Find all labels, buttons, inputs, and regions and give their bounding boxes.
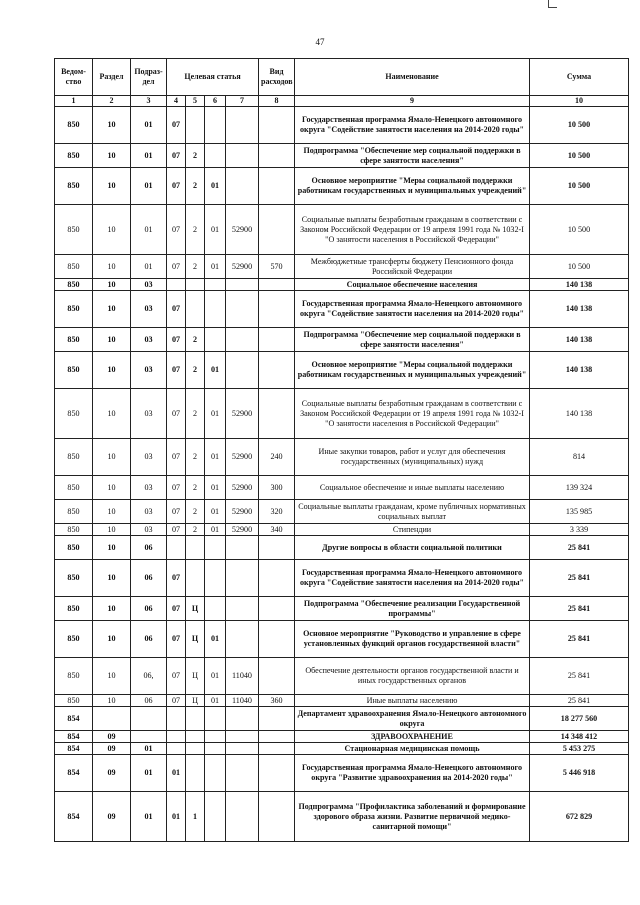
cell-vid-rashodov [259, 328, 295, 352]
cell-podrazdel: 03 [131, 352, 167, 389]
header-podrazdel: Подраз-дел [131, 59, 167, 96]
cell-summa: 140 138 [530, 328, 629, 352]
table-row [55, 255, 629, 279]
cell-summa: 10 500 [530, 144, 629, 168]
cell-podrazdel: 01 [131, 107, 167, 144]
table-row [55, 107, 629, 144]
cell-target-4 [226, 107, 259, 144]
cell-podrazdel: 03 [131, 279, 167, 291]
cell-summa: 25 841 [530, 621, 629, 658]
cell-vedomstvo: 850 [55, 524, 93, 536]
cell-razdel: 09 [93, 731, 131, 743]
cell-target-2 [186, 731, 205, 743]
cell-podrazdel: 01 [131, 144, 167, 168]
cell-vid-rashodov [259, 731, 295, 743]
cell-naimenovanie: Другие вопросы в области социальной политики [295, 536, 530, 560]
cell-podrazdel: 01 [131, 168, 167, 205]
cell-vedomstvo: 854 [55, 707, 93, 731]
cell-podrazdel: 01 [131, 205, 167, 255]
column-number: 3 [131, 96, 167, 107]
budget-table [54, 58, 629, 842]
cell-vedomstvo: 850 [55, 500, 93, 524]
cell-target-2: 2 [186, 389, 205, 439]
cell-naimenovanie: Иные закупки товаров, работ и услуг для обеспечения государственных (муниципальных) нужд [295, 439, 530, 476]
cell-target-1 [167, 731, 186, 743]
table-row [55, 168, 629, 205]
cell-naimenovanie: Подпрограмма "Обеспечение мер социальной поддержки в сфере занятости населения" [295, 144, 530, 168]
cell-summa: 10 500 [530, 255, 629, 279]
cell-vedomstvo: 850 [55, 536, 93, 560]
cell-target-2: Ц [186, 621, 205, 658]
cell-target-1: 07 [167, 144, 186, 168]
cell-razdel: 10 [93, 524, 131, 536]
cell-naimenovanie: Государственная программа Ямало-Ненецкого автономного округа "Содействие занятости населения на 2014-2020 годы" [295, 291, 530, 328]
cell-target-1 [167, 279, 186, 291]
cell-target-1: 07 [167, 205, 186, 255]
cell-target-2 [186, 279, 205, 291]
cell-target-1: 07 [167, 500, 186, 524]
cell-podrazdel: 03 [131, 291, 167, 328]
cell-target-1: 07 [167, 476, 186, 500]
cell-podrazdel: 03 [131, 328, 167, 352]
cell-naimenovanie: Основное мероприятие "Меры социальной поддержки работникам государственных и муниципальных учреждений" [295, 352, 530, 389]
cell-podrazdel: 06 [131, 695, 167, 707]
cell-vid-rashodov [259, 144, 295, 168]
cell-summa: 10 500 [530, 205, 629, 255]
cell-target-4: 52900 [226, 205, 259, 255]
cell-target-3: 01 [205, 389, 226, 439]
cell-target-4: 11040 [226, 658, 259, 695]
header-razdel: Раздел [93, 59, 131, 96]
cell-target-4 [226, 352, 259, 389]
cell-target-4 [226, 279, 259, 291]
cell-target-1: 07 [167, 439, 186, 476]
table-row [55, 352, 629, 389]
cell-target-2: 2 [186, 144, 205, 168]
cell-target-3: 01 [205, 255, 226, 279]
cell-vedomstvo: 850 [55, 352, 93, 389]
column-number: 8 [259, 96, 295, 107]
page-number: 47 [315, 37, 325, 47]
table-row [55, 279, 629, 291]
column-number: 9 [295, 96, 530, 107]
cell-podrazdel: 01 [131, 755, 167, 792]
cell-summa: 5 446 918 [530, 755, 629, 792]
cell-vid-rashodov: 320 [259, 500, 295, 524]
cell-razdel: 10 [93, 328, 131, 352]
cell-target-2 [186, 291, 205, 328]
cell-vid-rashodov: 300 [259, 476, 295, 500]
table-row [55, 695, 629, 707]
cell-vid-rashodov [259, 597, 295, 621]
cell-vedomstvo: 850 [55, 205, 93, 255]
cell-vid-rashodov [259, 389, 295, 439]
cell-naimenovanie: Основное мероприятие "Меры социальной поддержки работникам государственных и муниципальных учреждений" [295, 168, 530, 205]
cell-target-1 [167, 536, 186, 560]
cell-podrazdel: 03 [131, 524, 167, 536]
cell-vid-rashodov [259, 755, 295, 792]
cell-razdel: 10 [93, 255, 131, 279]
cell-vid-rashodov [259, 707, 295, 731]
table-row [55, 500, 629, 524]
cell-target-3: 01 [205, 524, 226, 536]
header-vid-rashodov: Вид расходов [259, 59, 295, 96]
cell-vedomstvo: 850 [55, 279, 93, 291]
cell-vedomstvo: 850 [55, 168, 93, 205]
cell-target-4 [226, 168, 259, 205]
cell-podrazdel: 01 [131, 743, 167, 755]
cell-target-1: 07 [167, 597, 186, 621]
header-vedomstvo: Ведом-ство [55, 59, 93, 96]
table-row [55, 476, 629, 500]
cell-target-3: 01 [205, 695, 226, 707]
cell-summa: 672 829 [530, 792, 629, 842]
cell-razdel: 10 [93, 389, 131, 439]
cell-summa: 140 138 [530, 279, 629, 291]
cell-target-4: 52900 [226, 255, 259, 279]
table-row [55, 439, 629, 476]
table-row [55, 328, 629, 352]
table-row [55, 291, 629, 328]
cell-vedomstvo: 850 [55, 560, 93, 597]
header-celevaya-statya: Целевая статья [167, 59, 259, 96]
column-number: 10 [530, 96, 629, 107]
cell-vid-rashodov [259, 107, 295, 144]
cell-target-3 [205, 291, 226, 328]
cell-razdel: 09 [93, 792, 131, 842]
cell-podrazdel: 06 [131, 621, 167, 658]
cell-target-2: Ц [186, 695, 205, 707]
cell-podrazdel: 06, [131, 658, 167, 695]
cell-naimenovanie: Государственная программа Ямало-Ненецкого автономного округа "Содействие занятости населения на 2014-2020 годы" [295, 560, 530, 597]
cell-target-2: Ц [186, 597, 205, 621]
cell-vedomstvo: 850 [55, 255, 93, 279]
cell-razdel: 10 [93, 144, 131, 168]
cell-podrazdel: 01 [131, 255, 167, 279]
cell-target-3 [205, 707, 226, 731]
cell-target-3 [205, 792, 226, 842]
cell-razdel: 10 [93, 500, 131, 524]
cell-vid-rashodov [259, 658, 295, 695]
cell-naimenovanie: ЗДРАВООХРАНЕНИЕ [295, 731, 530, 743]
cell-target-2: 2 [186, 439, 205, 476]
cell-target-1: 01 [167, 755, 186, 792]
header-naimenovanie: Наименование [295, 59, 530, 96]
cell-target-2: 2 [186, 255, 205, 279]
cell-target-2: Ц [186, 658, 205, 695]
cell-summa: 10 500 [530, 107, 629, 144]
cell-razdel: 10 [93, 107, 131, 144]
cell-target-3: 01 [205, 658, 226, 695]
cell-naimenovanie: Подпрограмма "Обеспечение мер социальной поддержки в сфере занятости населения" [295, 328, 530, 352]
cell-vid-rashodov [259, 279, 295, 291]
cell-target-4: 52900 [226, 389, 259, 439]
cell-vedomstvo: 850 [55, 328, 93, 352]
cell-razdel: 10 [93, 695, 131, 707]
cell-target-3 [205, 743, 226, 755]
cell-target-4 [226, 743, 259, 755]
cell-podrazdel: 03 [131, 439, 167, 476]
table-row [55, 731, 629, 743]
cell-summa: 10 500 [530, 168, 629, 205]
cell-summa: 140 138 [530, 352, 629, 389]
cell-target-4: 52900 [226, 524, 259, 536]
cell-naimenovanie: Социальные выплаты безработным гражданам в соответствии с Законом Российской Федерации от 19 апреля 1991 года № 1032-I "О занятости населения в Российской Федерации" [295, 205, 530, 255]
cell-target-3 [205, 731, 226, 743]
cell-target-1: 07 [167, 389, 186, 439]
table-row [55, 205, 629, 255]
cell-target-4 [226, 291, 259, 328]
cell-vedomstvo: 850 [55, 389, 93, 439]
table-row [55, 621, 629, 658]
cell-target-2: 2 [186, 352, 205, 389]
cell-target-2: 2 [186, 168, 205, 205]
cell-vid-rashodov [259, 743, 295, 755]
cell-target-4: 52900 [226, 439, 259, 476]
cell-vid-rashodov [259, 792, 295, 842]
cell-target-3 [205, 536, 226, 560]
cell-target-1 [167, 707, 186, 731]
cell-target-1: 07 [167, 107, 186, 144]
table-row [55, 536, 629, 560]
column-numbers-row [55, 96, 629, 107]
cell-summa: 140 138 [530, 389, 629, 439]
cell-vedomstvo: 850 [55, 291, 93, 328]
cell-naimenovanie: Межбюджетные трансферты бюджету Пенсионного фонда Российской Федерации [295, 255, 530, 279]
cell-naimenovanie: Департамент здравоохранения Ямало-Ненецкого автономного округа [295, 707, 530, 731]
cell-target-4 [226, 731, 259, 743]
cell-summa: 25 841 [530, 695, 629, 707]
cell-vid-rashodov [259, 621, 295, 658]
cell-naimenovanie: Государственная программа Ямало-Ненецкого автономного округа "Содействие занятости населения на 2014-2020 годы" [295, 107, 530, 144]
cell-vedomstvo: 850 [55, 144, 93, 168]
table-row [55, 658, 629, 695]
cell-razdel: 10 [93, 439, 131, 476]
cell-razdel: 10 [93, 291, 131, 328]
cell-vedomstvo: 850 [55, 658, 93, 695]
cell-target-1: 07 [167, 255, 186, 279]
cell-podrazdel: 06 [131, 597, 167, 621]
cell-podrazdel: 01 [131, 792, 167, 842]
cell-target-3: 01 [205, 168, 226, 205]
cell-target-3 [205, 107, 226, 144]
cell-razdel: 10 [93, 279, 131, 291]
cell-target-1: 07 [167, 621, 186, 658]
cell-vid-rashodov [259, 168, 295, 205]
cell-target-3 [205, 597, 226, 621]
column-number: 1 [55, 96, 93, 107]
cell-vid-rashodov [259, 352, 295, 389]
cell-target-3: 01 [205, 205, 226, 255]
cell-target-2 [186, 707, 205, 731]
cell-razdel: 10 [93, 536, 131, 560]
table-row [55, 707, 629, 731]
cell-summa: 140 138 [530, 291, 629, 328]
cell-target-1: 07 [167, 695, 186, 707]
cell-razdel [93, 707, 131, 731]
cell-vid-rashodov: 340 [259, 524, 295, 536]
cell-target-4 [226, 621, 259, 658]
cell-target-4 [226, 560, 259, 597]
corner-mark [548, 0, 557, 8]
cell-target-3 [205, 144, 226, 168]
cell-naimenovanie: Иные выплаты населению [295, 695, 530, 707]
cell-podrazdel: 06 [131, 536, 167, 560]
cell-podrazdel: 06 [131, 560, 167, 597]
cell-naimenovanie: Социальное обеспечение населения [295, 279, 530, 291]
cell-target-2: 2 [186, 205, 205, 255]
cell-vedomstvo: 850 [55, 621, 93, 658]
cell-target-1: 07 [167, 658, 186, 695]
cell-vedomstvo: 850 [55, 695, 93, 707]
cell-razdel: 10 [93, 560, 131, 597]
cell-razdel: 10 [93, 205, 131, 255]
cell-target-4 [226, 536, 259, 560]
column-number: 2 [93, 96, 131, 107]
cell-summa: 25 841 [530, 658, 629, 695]
table-row [55, 743, 629, 755]
cell-naimenovanie: Подпрограмма "Обеспечение реализации Государственной программы" [295, 597, 530, 621]
table-row [55, 597, 629, 621]
cell-vid-rashodov [259, 560, 295, 597]
cell-vedomstvo: 850 [55, 107, 93, 144]
cell-target-2 [186, 560, 205, 597]
cell-target-3: 01 [205, 500, 226, 524]
cell-naimenovanie: Стационарная медицинская помощь [295, 743, 530, 755]
cell-summa: 135 985 [530, 500, 629, 524]
cell-naimenovanie: Основное мероприятие "Руководство и управление в сфере установленных функций органов государственной власти" [295, 621, 530, 658]
table-row [55, 524, 629, 536]
table-row [55, 560, 629, 597]
cell-target-3: 01 [205, 476, 226, 500]
cell-razdel: 10 [93, 476, 131, 500]
cell-vid-rashodov [259, 205, 295, 255]
header-row [55, 59, 629, 96]
cell-vid-rashodov [259, 291, 295, 328]
cell-target-1: 07 [167, 291, 186, 328]
cell-vid-rashodov: 240 [259, 439, 295, 476]
table-row [55, 792, 629, 842]
cell-vid-rashodov: 360 [259, 695, 295, 707]
cell-razdel: 10 [93, 352, 131, 389]
cell-summa: 814 [530, 439, 629, 476]
cell-target-2: 2 [186, 328, 205, 352]
cell-vid-rashodov [259, 536, 295, 560]
cell-naimenovanie: Социальные выплаты безработным гражданам в соответствии с Законом Российской Федерации от 19 апреля 1991 года № 1032-I "О занятости населения в Российской Федерации" [295, 389, 530, 439]
cell-target-3 [205, 328, 226, 352]
column-number: 6 [205, 96, 226, 107]
cell-razdel: 09 [93, 743, 131, 755]
cell-summa: 25 841 [530, 597, 629, 621]
cell-vedomstvo: 854 [55, 792, 93, 842]
cell-target-2 [186, 107, 205, 144]
cell-naimenovanie: Социальное обеспечение и иные выплаты населению [295, 476, 530, 500]
cell-vid-rashodov: 570 [259, 255, 295, 279]
cell-podrazdel [131, 731, 167, 743]
cell-vedomstvo: 850 [55, 597, 93, 621]
cell-target-3: 01 [205, 352, 226, 389]
cell-vedomstvo: 854 [55, 743, 93, 755]
cell-summa: 14 348 412 [530, 731, 629, 743]
cell-summa: 25 841 [530, 560, 629, 597]
cell-target-1: 07 [167, 524, 186, 536]
cell-target-1: 01 [167, 792, 186, 842]
cell-target-2: 2 [186, 500, 205, 524]
cell-target-4: 52900 [226, 500, 259, 524]
cell-naimenovanie: Подпрограмма "Профилактика заболеваний и формирование здорового образа жизни. Развитие первичной медико-санитарной помощи" [295, 792, 530, 842]
cell-podrazdel: 03 [131, 389, 167, 439]
cell-target-2: 1 [186, 792, 205, 842]
cell-razdel: 10 [93, 597, 131, 621]
cell-target-4 [226, 707, 259, 731]
cell-podrazdel: 03 [131, 500, 167, 524]
cell-summa: 139 324 [530, 476, 629, 500]
cell-target-2 [186, 755, 205, 792]
cell-target-2 [186, 743, 205, 755]
cell-razdel: 09 [93, 755, 131, 792]
cell-target-3 [205, 560, 226, 597]
cell-vedomstvo: 854 [55, 731, 93, 743]
cell-target-4 [226, 144, 259, 168]
cell-target-4 [226, 328, 259, 352]
cell-vedomstvo: 850 [55, 476, 93, 500]
cell-naimenovanie: Обеспечение деятельности органов государственной власти и иных государственных органов [295, 658, 530, 695]
table-row [55, 389, 629, 439]
cell-target-2: 2 [186, 524, 205, 536]
cell-target-4 [226, 792, 259, 842]
cell-target-1 [167, 743, 186, 755]
cell-summa: 18 277 560 [530, 707, 629, 731]
cell-naimenovanie: Стипендии [295, 524, 530, 536]
header-summa: Сумма [530, 59, 629, 96]
cell-target-1: 07 [167, 560, 186, 597]
cell-summa: 3 339 [530, 524, 629, 536]
cell-podrazdel: 03 [131, 476, 167, 500]
cell-target-1: 07 [167, 352, 186, 389]
cell-podrazdel [131, 707, 167, 731]
table-row [55, 755, 629, 792]
cell-razdel: 10 [93, 621, 131, 658]
cell-summa: 5 453 275 [530, 743, 629, 755]
cell-razdel: 10 [93, 168, 131, 205]
cell-target-3 [205, 755, 226, 792]
cell-target-3: 01 [205, 621, 226, 658]
column-number: 4 [167, 96, 186, 107]
cell-target-2 [186, 536, 205, 560]
column-number: 7 [226, 96, 259, 107]
cell-vedomstvo: 850 [55, 439, 93, 476]
table-row [55, 144, 629, 168]
column-number: 5 [186, 96, 205, 107]
cell-target-4 [226, 755, 259, 792]
cell-vedomstvo: 854 [55, 755, 93, 792]
cell-target-4 [226, 597, 259, 621]
cell-target-1: 07 [167, 168, 186, 205]
cell-naimenovanie: Социальные выплаты гражданам, кроме публичных нормативных социальных выплат [295, 500, 530, 524]
cell-target-4: 11040 [226, 695, 259, 707]
cell-target-3 [205, 279, 226, 291]
cell-naimenovanie: Государственная программа Ямало-Ненецкого автономного округа "Развитие здравоохранения на 2014-2020 годы" [295, 755, 530, 792]
cell-target-3: 01 [205, 439, 226, 476]
cell-razdel: 10 [93, 658, 131, 695]
cell-target-1: 07 [167, 328, 186, 352]
cell-summa: 25 841 [530, 536, 629, 560]
cell-target-2: 2 [186, 476, 205, 500]
cell-target-4: 52900 [226, 476, 259, 500]
